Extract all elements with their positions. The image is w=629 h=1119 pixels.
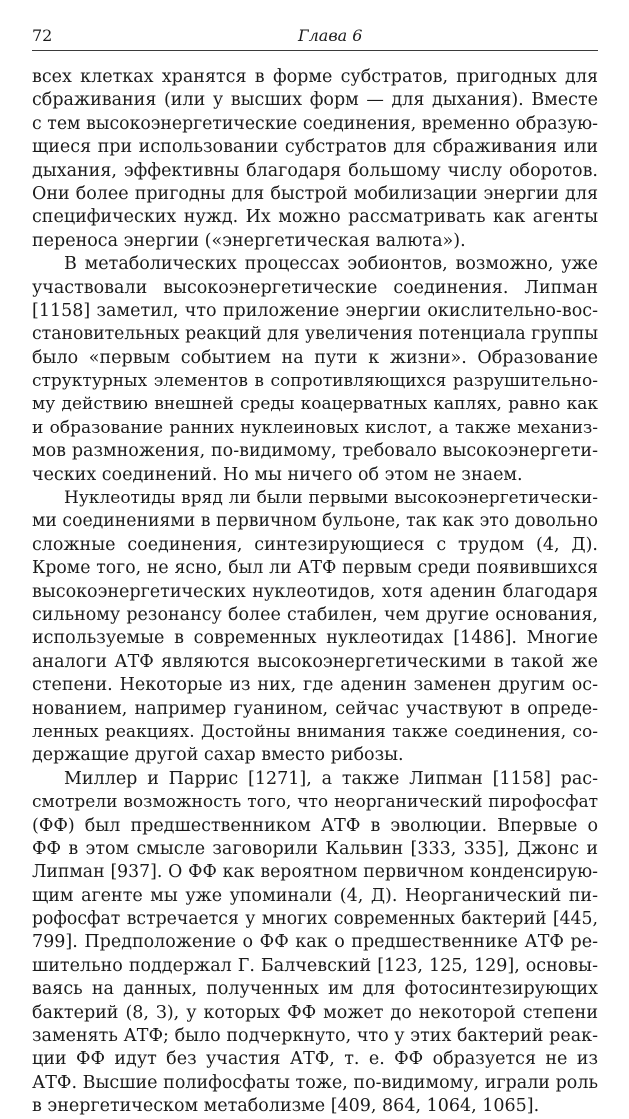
text-line: аналоги АТФ являются высокоэнергетическими в такой же xyxy=(32,651,598,672)
text-line: высокоэнергетических нуклеотидов, хотя аденин благодаря xyxy=(32,581,598,602)
text-line: ми соединениями в первичном бульоне, так как это довольно xyxy=(32,511,598,532)
text-line: нованием, например гуанином, сейчас участвуют в опреде- xyxy=(32,698,598,719)
text-line: Кроме того, не ясно, был ли АТФ первым среди появившихся xyxy=(32,558,598,579)
text-line: Липман [937]. О ФФ как вероятном первичном конденсирую- xyxy=(32,862,598,883)
text-line: щиеся при использовании субстратов для сбраживания или xyxy=(32,137,598,158)
text-line: переноса энергии («энергетическая валюта»). xyxy=(32,230,466,251)
text-line: специфических нужд. Их можно рассматривать как агенты xyxy=(32,207,598,228)
text-line: сильному резонансу более стабилен, чем другие основания, xyxy=(32,604,598,625)
text-line: структурных элементов в сопротивляющихся разрушительно- xyxy=(32,371,598,392)
text-line: АТФ. Высшие полифосфаты тоже, по-видимому, играли роль xyxy=(32,1072,598,1093)
text-line: используемые в современных нуклеотидах [1486]. Многие xyxy=(32,628,598,649)
text-line: ваясь на данных, полученных им для фотосинтезирующих xyxy=(32,979,598,1000)
text-line: мов размножения, по-видимому, требовало высокоэнергети- xyxy=(32,441,598,462)
chapter-title: Глава 6 xyxy=(298,26,363,45)
page-number: 72 xyxy=(32,26,53,45)
header-rule xyxy=(32,50,598,51)
text-line: смотрели возможность того, что неорганический пирофосфат xyxy=(32,792,598,813)
text-line: сбраживания (или у высших форм — для дыхания). Вместе xyxy=(32,90,598,111)
text-line: всех клетках хранятся в форме субстратов, пригодных для xyxy=(32,67,598,87)
text-line: и образование ранних нуклеиновых кислот, а также механиз- xyxy=(32,417,598,438)
text-line: Они более пригодны для быстрой мобилизации энергии для xyxy=(32,183,598,204)
text-line: Нуклеотиды вряд ли были первыми высокоэнергетически- xyxy=(64,488,598,509)
text-line: степени. Некоторые из них, где аденин заменен другим ос- xyxy=(32,675,598,696)
text-line: шительно поддержал Г. Балчевский [123, 125, 129], основы- xyxy=(32,955,598,976)
text-line: держащие другой сахар вместо рибозы. xyxy=(32,745,404,766)
text-line: ленных реакциях. Достойны внимания также соединения, со- xyxy=(32,721,598,742)
text-line: бактерий (8, З), у которых ФФ может до некоторой степени xyxy=(32,1002,598,1023)
text-line: участвовали высокоэнергетические соединения. Липман xyxy=(32,277,598,298)
text-line: Миллер и Паррис [1271], а также Липман [1158] рас- xyxy=(64,768,598,789)
text-line: рофосфат встречается у многих современных бактерий [445, xyxy=(32,909,598,930)
text-line: 799]. Предположение о ФФ как о предшественнике АТФ ре- xyxy=(32,932,598,953)
text-line: в энергетическом метаболизме [409, 864, 1064, 1065]. xyxy=(32,1096,540,1117)
text-line: становительных реакций для увеличения потенциала группы xyxy=(32,324,598,345)
text-line: му действию внешней среды коацерватных каплях, равно как xyxy=(32,394,598,415)
text-line: ческих соединений. Но мы ничего об этом не знаем. xyxy=(32,464,523,485)
text-line: заменять АТФ; было подчеркнуто, что у этих бактерий реак- xyxy=(32,1026,598,1047)
text-line: было «первым событием на пути к жизни». Образование xyxy=(32,347,598,368)
text-line: (ФФ) был предшественником АТФ в эволюции. Впервые о xyxy=(32,815,598,836)
text-line: [1158] заметил, что приложение энергии окислительно-вос- xyxy=(32,300,598,321)
body-text xyxy=(32,66,598,1119)
text-line: с тем высокоэнергетические соединения, временно образую- xyxy=(32,113,598,134)
text-line: ции ФФ идут без участия АТФ, т. е. ФФ образуется не из xyxy=(32,1049,598,1070)
text-line: ФФ в этом смысле заговорили Кальвин [333, 335], Джонс и xyxy=(32,838,598,859)
text-line: дыхания, эффективны благодаря большому числу оборотов. xyxy=(32,160,598,181)
page-header xyxy=(32,26,598,56)
text-line: В метаболических процессах эобионтов, возможно, уже xyxy=(64,254,598,275)
text-line: сложные соединения, синтезирующиеся с трудом (4, Д). xyxy=(32,534,598,555)
text-line: щим агенте мы уже упоминали (4, Д). Неорганический пи- xyxy=(32,885,598,906)
